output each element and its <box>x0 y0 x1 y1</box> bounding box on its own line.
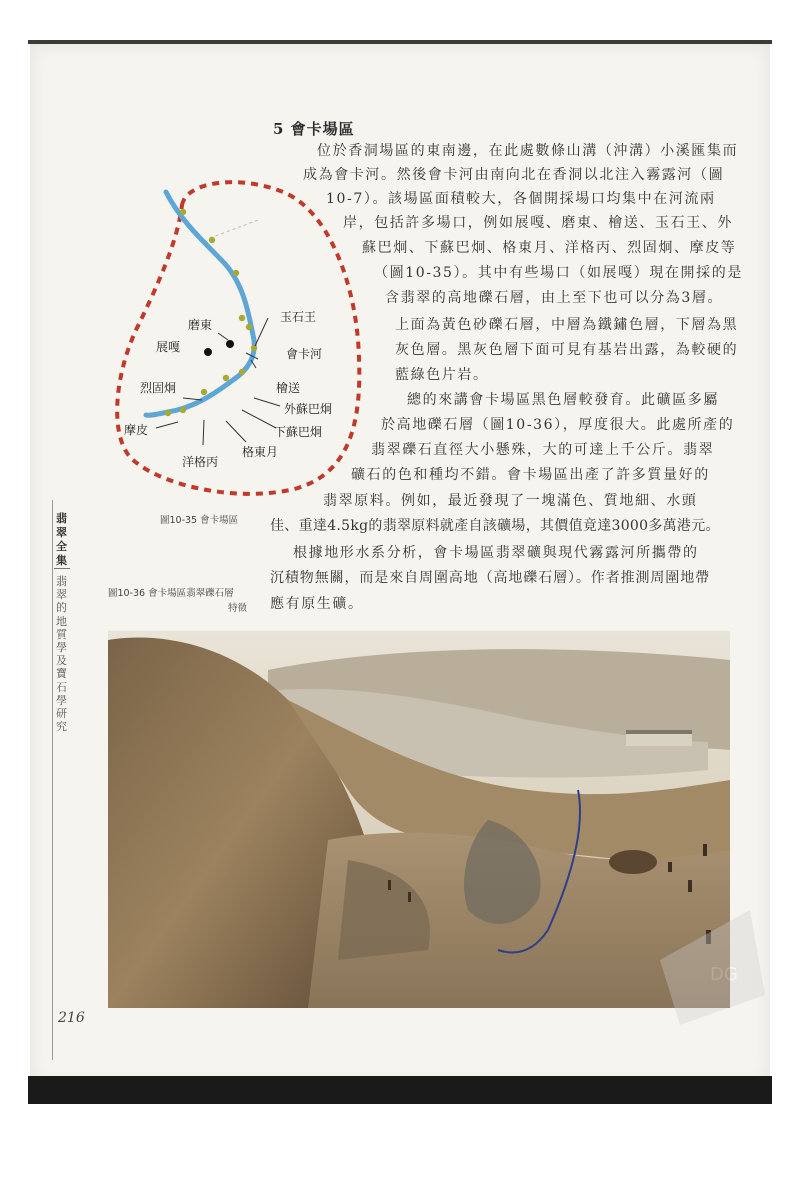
body-line: 含翡翠的高地礫石層，由上至下也可以分為3層。 <box>385 290 724 306</box>
map-label-xiasubajiong: 下蘇巴炯 <box>274 425 323 439</box>
map-label-yushiwang: 玉石王 <box>280 310 317 324</box>
body-line: 礦石的色和種均不錯。會卡場區出產了許多質量好的 <box>351 467 710 483</box>
site-marker <box>239 369 245 375</box>
mining-area-map <box>108 170 380 500</box>
figure-caption-10-36: 圖10-36 會卡場區翡翠礫石層 <box>108 588 234 599</box>
body-line: 成為會卡河。然後會卡河由南向北在香洞以北注入霧露河（圖 <box>303 167 725 183</box>
body-line: 翡翠原料。例如，最近發現了一塊滿色、質地細、水頭 <box>323 493 698 509</box>
gravel-layer-photo <box>108 630 730 1008</box>
body-line: 藍綠色片岩。 <box>395 367 489 383</box>
body-line: 灰色層。黑灰色層下面可見有基岩出露，為較硬的 <box>395 342 739 358</box>
site-marker <box>251 345 257 351</box>
map-label-huikahe: 會卡河 <box>286 347 323 361</box>
page-number: 216 <box>58 1010 85 1026</box>
body-line: （圖10-35）。其中有些場口（如展嘎）現在開採的是 <box>374 265 743 281</box>
zhanga-site <box>204 348 212 356</box>
body-line: 位於香洞場區的東南邊，在此處數條山溝（沖溝）小溪匯集而 <box>317 143 739 159</box>
side-divider <box>54 568 70 569</box>
map-label-modong: 磨東 <box>188 318 213 332</box>
body-line: 佳、重達4.5kg的翡翠原料就產自該礦場，其價值竟達3000多萬港元。 <box>270 518 720 534</box>
running-chapter-title: 翡翠的地質學及寶石學研究 <box>56 575 67 734</box>
map-label-mopi: 摩皮 <box>124 423 149 437</box>
scan-bottom-edge <box>28 1076 772 1104</box>
body-line: 蘇巴炯、下蘇巴炯、格東月、洋格丙、烈固炯、摩皮等 <box>362 240 737 256</box>
body-line: 於高地礫石層（圖10-36），厚度很大。此處所產的 <box>381 417 735 433</box>
body-line: 沉積物無關，而是來自周圍高地（高地礫石層）。作者推測周圍地帶 <box>270 570 710 586</box>
site-marker <box>239 315 245 321</box>
map-label-liegujiong: 烈固炯 <box>140 381 177 395</box>
figure-caption-10-36-cont: 特徵 <box>228 603 248 614</box>
map-label-yanggebing: 洋格丙 <box>182 455 219 469</box>
body-line: 翡翠礫石直徑大小懸殊，大的可達上千公斤。翡翠 <box>371 442 715 458</box>
modong-site <box>226 340 234 348</box>
site-marker <box>180 407 186 413</box>
running-book-title: 翡翠全集 <box>56 512 67 567</box>
area-boundary <box>117 182 359 494</box>
body-line: 根據地形水系分析，會卡場區翡翠礦與現代霧露河所攜帶的 <box>293 545 699 561</box>
site-marker <box>165 410 171 416</box>
body-line: 總的來講會卡場區黑色層較發育。此礦區多屬 <box>407 392 719 408</box>
site-marker <box>233 270 239 276</box>
site-marker <box>180 209 186 215</box>
map-label-huisong: 檜送 <box>276 381 301 395</box>
map-label-gedongyue: 格東月 <box>242 445 279 459</box>
gutter-line <box>52 500 53 1060</box>
map-label-zhanga: 展嘎 <box>156 340 181 354</box>
map-label-waisubajiong: 外蘇巴炯 <box>284 402 333 416</box>
body-line: 10-7）。該場區面積較大，各個開採場口均集中在河流兩 <box>326 191 716 207</box>
site-marker <box>209 237 215 243</box>
site-marker <box>246 324 252 330</box>
scan-watermark <box>640 900 770 1030</box>
svg-text:DG: DG <box>710 964 738 985</box>
body-line: 應有原生礦。 <box>270 596 364 612</box>
body-line: 上面為黃色砂礫石層，中層為鐵鏽色層，下層為黑 <box>395 317 739 333</box>
tributary-line <box>210 220 258 238</box>
site-marker <box>223 375 229 381</box>
figure-caption-10-35: 圖10-35 會卡場區 <box>160 515 239 526</box>
body-line: 岸，包括許多場口，例如展嘎、磨東、檜送、玉石王、外 <box>343 215 733 231</box>
site-marker <box>201 389 207 395</box>
section-heading: 5 會卡場區 <box>273 120 355 138</box>
